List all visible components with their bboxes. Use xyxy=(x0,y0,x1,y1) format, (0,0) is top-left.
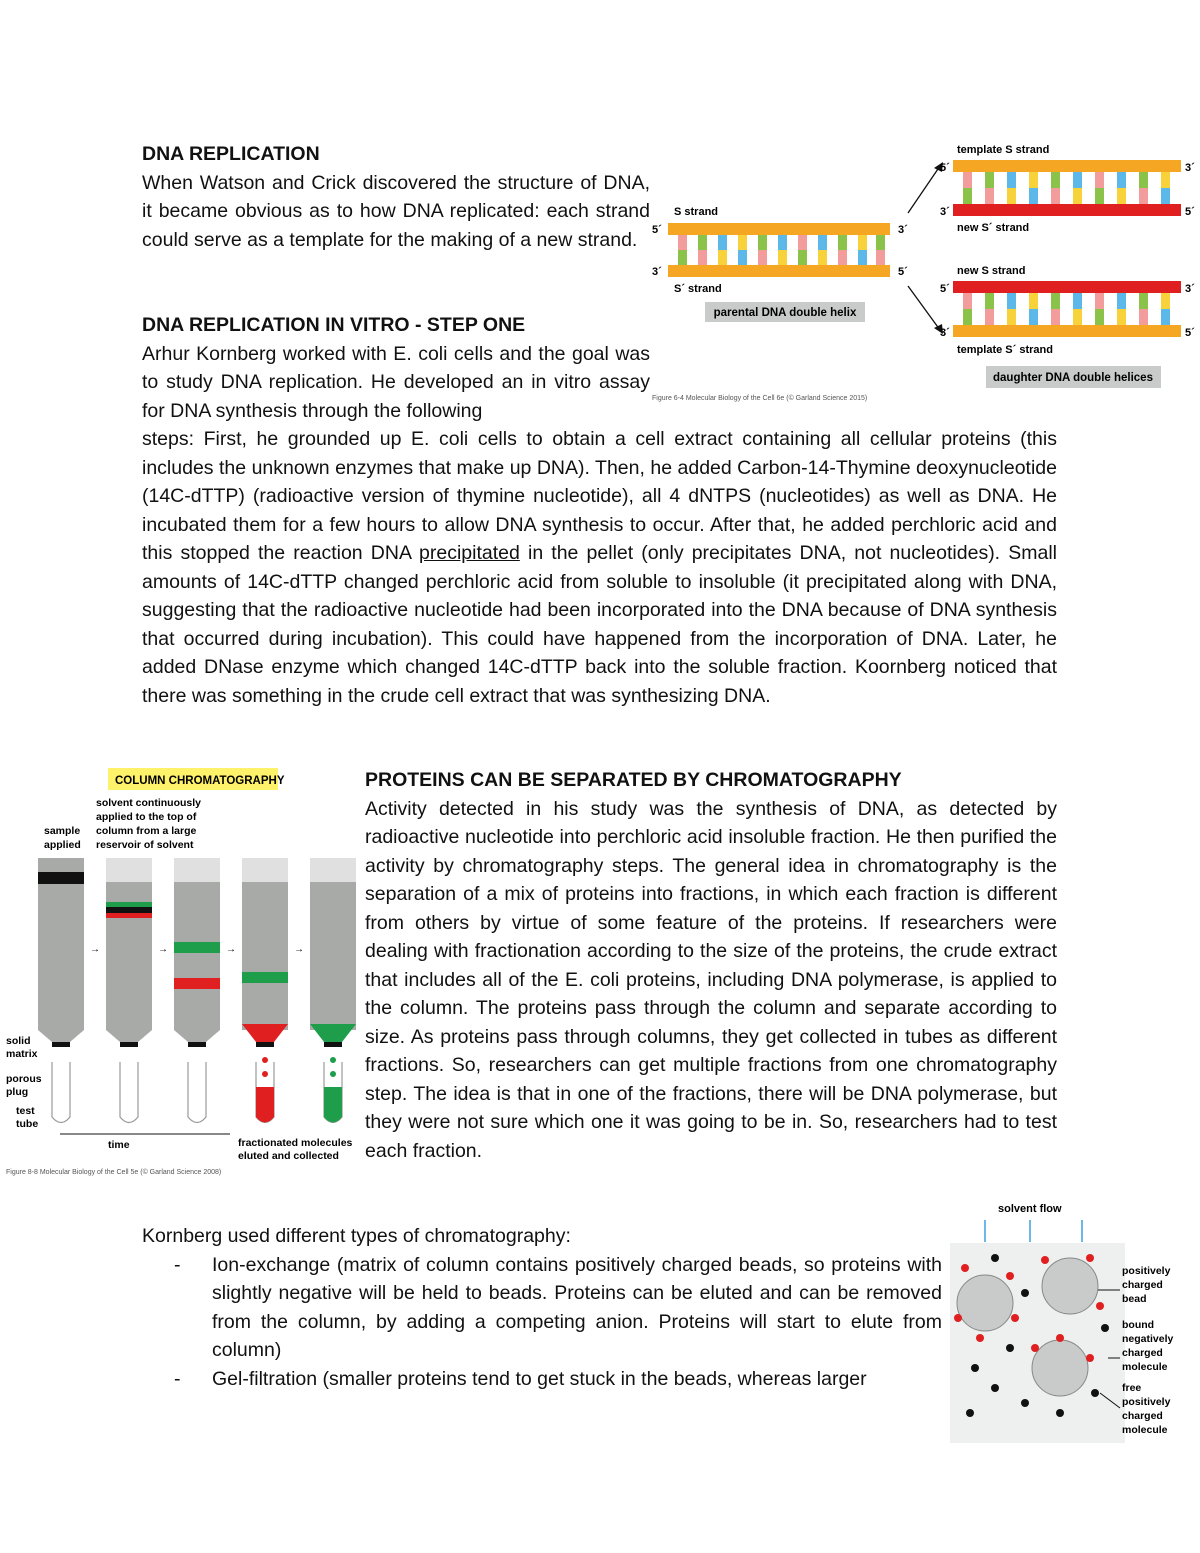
section-dna-replication xyxy=(142,140,650,254)
sample-applied: sample applied xyxy=(44,825,81,851)
list-item-text: Gel-filtration (smaller proteins tend to get stuck in the beads, whereas larger xyxy=(212,1367,867,1390)
label-time: time xyxy=(108,1139,130,1151)
column-chromatography-figure xyxy=(0,762,362,1182)
svg-text:→: → xyxy=(158,944,168,955)
underlined-word: precipitated xyxy=(419,542,520,564)
para-in-vitro-wide xyxy=(142,425,1057,710)
label-solvent-flow: solvent flow xyxy=(998,1203,1062,1215)
label-porous-plug: porous plug xyxy=(6,1073,42,1098)
label-5prime: 5´ xyxy=(1185,206,1195,218)
label-daughter: daughter DNA double helices xyxy=(993,372,1153,384)
solvent-note: solvent continuously applied to the top of column from a large reservoir of solvent xyxy=(96,797,202,851)
parental-base-pairs xyxy=(678,235,885,265)
label-3prime: 3´ xyxy=(1185,283,1195,295)
svg-text:→: → xyxy=(226,944,236,955)
column-1 xyxy=(38,858,84,1123)
arrow-up xyxy=(908,166,940,213)
section-in-vitro-heading xyxy=(142,311,650,425)
parental-top-strand xyxy=(668,223,890,235)
list-item xyxy=(142,1251,942,1365)
list-intro: Kornberg used different types of chromatography: xyxy=(142,1225,571,1247)
label-5prime: 5´ xyxy=(1185,327,1195,339)
parental-bottom-strand xyxy=(668,265,890,277)
daughter2-template-strand xyxy=(953,325,1181,337)
label-test-tube: test tube xyxy=(16,1105,39,1130)
label-3prime: 3´ xyxy=(898,224,908,236)
label-3prime: 3´ xyxy=(940,206,950,218)
heading-in-vitro: DNA REPLICATION IN VITRO - STEP ONE xyxy=(142,314,526,336)
label-5prime: 5´ xyxy=(652,224,662,236)
para-dna-replication: When Watson and Crick discovered the structure of DNA, it became obvious as to how DNA replicated: each strand could serve as a template for the making of a new strand. xyxy=(142,171,650,251)
label-new-s-prime: new S´ strand xyxy=(957,222,1030,234)
label-bound-negative: bound negatively charged molecule xyxy=(1122,1319,1174,1373)
para-in-vitro-part-a: steps: First, he grounded up E. coli cells to obtain a cell extract containing all cellular proteins (this includes the unknown enzymes that make up DNA). Then, he added Carbon-14-Thymine deoxynucleotide (14C-dTTP) (radioactive version of thymine nucleotide), all 4 dNTPS (nucleotides) as well as DNA. He incubated them for a few hours to allow DNA synthesis to occur. After that, he added perchloric acid and this stopped the reaction DNA xyxy=(142,428,1057,564)
chromatography-types-list xyxy=(142,1222,942,1393)
list-item xyxy=(142,1365,942,1394)
label-s-prime-strand: S´ strand xyxy=(674,283,722,295)
fig-title: COLUMN CHROMATOGRAPHY xyxy=(115,775,285,787)
label-positively-charged-bead: positively charged bead xyxy=(1122,1265,1171,1305)
label-5prime: 5´ xyxy=(940,162,950,174)
daughter1-new-strand xyxy=(953,204,1181,216)
label-solid-matrix: solid matrix xyxy=(6,1035,38,1060)
bullet-dash: - xyxy=(174,1367,181,1390)
column-5 xyxy=(310,858,356,1123)
label-3prime: 3´ xyxy=(1185,162,1195,174)
arrow-down xyxy=(908,286,940,330)
label-s-strand: S strand xyxy=(674,206,719,218)
para-in-vitro-narrow: Arhur Kornberg worked with E. coli cells and the goal was to study DNA replication. He developed an in vitro assay for DNA synthesis through the following xyxy=(142,342,650,422)
bullet-dash: - xyxy=(174,1253,181,1276)
ion-exchange-figure xyxy=(950,1198,1190,1448)
para-in-vitro-part-b: in the pellet (only precipitates DNA, not nucleotides). Small amounts of 14C-dTTP changed perchloric acid from soluble to insoluble (it precipitated along with DNA, suggesting that the radioactive nucleotide had been incorporated into the DNA because of DNA synthesis that occurred during incubation). This could have happened from the incorporation of DNA. Later, he added DNase enzyme which changed 14C-dTTP back into the soluble fraction. Koornberg noticed that there was something in the crude cell extract that was synthesizing DNA. xyxy=(142,542,1057,707)
column-4 xyxy=(242,858,288,1123)
label-5prime: 5´ xyxy=(940,283,950,295)
flow-arrows xyxy=(985,1220,1082,1242)
label-parental: parental DNA double helix xyxy=(713,307,857,319)
label-5prime: 5´ xyxy=(898,266,908,278)
label-3prime: 3´ xyxy=(940,327,950,339)
daughter2-base-pairs xyxy=(963,293,1170,325)
heading-dna-replication: DNA REPLICATION xyxy=(142,143,320,165)
label-template-s-prime: template S´ strand xyxy=(957,344,1053,356)
figure-credit: Figure 6-4 Molecular Biology of the Cell 6e (© Garland Science 2015) xyxy=(652,395,868,402)
svg-text:→: → xyxy=(294,944,304,955)
label-3prime: 3´ xyxy=(652,266,662,278)
label-new-s: new S strand xyxy=(957,265,1026,277)
matrix-bg xyxy=(950,1243,1125,1443)
column-2 xyxy=(106,858,152,1123)
label-free-positive: free positively charged molecule xyxy=(1122,1382,1171,1436)
heading-chromatography: PROTEINS CAN BE SEPARATED BY CHROMATOGRAPHY xyxy=(365,769,902,791)
dna-replication-figure xyxy=(650,138,1200,408)
list-item-text: Ion-exchange (matrix of column contains positively charged beads, so proteins with slightly negative will be held to beads. Proteins can be eluted and can be removed from the column, by adding a competing anion. Proteins will start to elute from column) xyxy=(212,1253,942,1361)
label-fractionated: fractionated molecules eluted and collected xyxy=(238,1137,353,1162)
para-chromatography: Activity detected in his study was the synthesis of DNA, as detected by radioactive nucleotide into perchloric acid insoluble fraction. He then purified the activity by chromatography steps. The general idea in chromatography is the separation of a mix of proteins into fractions, in which each fraction is different from others by virtue of some feature of the proteins. If researchers were dealing with fractionation according to the size of the proteins, the crude extract that includes all of the E. coli proteins, including DNA polymerase, is applied to the column. The proteins pass through the column and separate according to size. As proteins pass through columns, they get collected in tubes as different fractions. So, researchers can get multiple fractions from one chromatography step. The idea is that in one of the fractions, there will be DNA polymerase, but they were not sure which one it was going to be in. So, researchers had to test each fraction. xyxy=(365,797,1057,1162)
label-template-s: template S strand xyxy=(957,144,1050,156)
figure-credit: Figure 8-8 Molecular Biology of the Cell 5e (© Garland Science 2008) xyxy=(6,1169,222,1176)
section-in-vitro-body xyxy=(142,425,1057,710)
daughter1-template-strand xyxy=(953,160,1181,172)
daughter1-base-pairs xyxy=(963,172,1170,204)
section-chromatography xyxy=(365,766,1057,1165)
column-3 xyxy=(174,858,220,1123)
daughter2-new-strand xyxy=(953,281,1181,293)
svg-text:→: → xyxy=(90,944,100,955)
